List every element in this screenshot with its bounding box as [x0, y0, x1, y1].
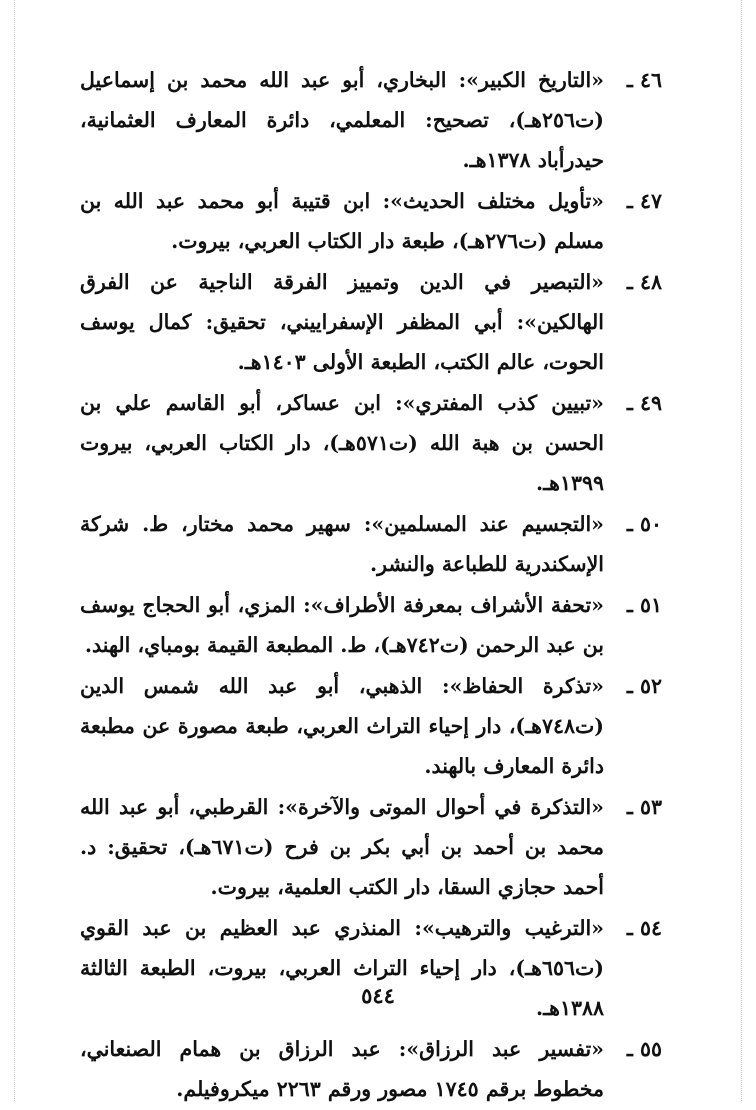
- entry-text: «تبيين كذب المفتري»: ابن عساكر، أبو القاسم علي بن الحسن بن هبة الله (ت٥٧١هـ)، دار الكتاب العربي، بيروت ١٣٩٩هـ.: [80, 391, 604, 495]
- entry-text: «تفسير عبد الرزاق»: عبد الرزاق بن همام الصنعاني، مخطوط برقم ١٧٤٥ مصور ورقم ٢٢٦٣ ميكروفيلم.: [80, 1037, 604, 1101]
- bibliography-entry-46: [80, 60, 662, 180]
- entry-text: «تذكرة الحفاظ»: الذهبي، أبو عبد الله شمس الدين (ت٧٤٨هـ)، دار إحياء التراث العربي، طبعة مصورة عن مطبعة دائرة المعارف بالهند.: [80, 674, 604, 778]
- bibliography-entry-55: [80, 1029, 662, 1109]
- entry-text: «التذكرة في أحوال الموتى والآخرة»: القرطبي، أبو عبد الله محمد بن أحمد بن أبي بكر بن فرح (ت٦٧١هـ)، تحقيق: د. أحمد حجازي السقا، دار الكتب العلمية، بيروت.: [80, 795, 604, 899]
- entry-number: ٥٣ ـ: [626, 795, 662, 819]
- entry-number: ٤٨ ـ: [626, 270, 662, 294]
- entry-text: «تحفة الأشراف بمعرفة الأطراف»: المزي، أبو الحجاج يوسف بن عبد الرحمن (ت٧٤٢هـ)، ط. المطبعة القيمة بومباي، الهند.: [80, 593, 604, 657]
- entry-text: «التاريخ الكبير»: البخاري، أبو عبد الله محمد بن إسماعيل (ت٢٥٦هـ)، تصحيح: المعلمي، دائرة المعارف العثمانية، حيدرأباد ١٣٧٨هـ.: [80, 68, 604, 172]
- entry-number: ٤٧ ـ: [626, 189, 662, 213]
- entry-number: ٥١ ـ: [626, 593, 662, 617]
- bibliography-entry-51: [80, 585, 662, 665]
- entry-number: ٤٦ ـ: [626, 68, 662, 92]
- bibliography-entry-50: [80, 504, 662, 584]
- left-margin-guide: [14, 0, 15, 1101]
- entry-text: «التجسيم عند المسلمين»: سهير محمد مختار، ط. شركة الإسكندرية للطباعة والنشر.: [80, 512, 604, 576]
- right-margin-guide: [741, 0, 742, 1101]
- bibliography-entry-47: [80, 181, 662, 261]
- entry-number: ٥٠ ـ: [626, 512, 662, 536]
- bibliography-entry-53: [80, 787, 662, 907]
- entry-text: «تأويل مختلف الحديث»: ابن قتيبة أبو محمد عبد الله بن مسلم (ت٢٧٦هـ)، طبعة دار الكتاب العربي، بيروت.: [80, 189, 604, 253]
- entry-text: «الترغيب والترهيب»: المنذري عبد العظيم بن عبد القوي (ت٦٥٦هـ)، دار إحياء التراث العربي، بيروت، الطبعة الثالثة ١٣٨٨هـ.: [80, 916, 604, 1020]
- bibliography-page: [80, 60, 662, 1110]
- bibliography-entry-52: [80, 666, 662, 786]
- entry-number: ٤٩ ـ: [626, 391, 662, 415]
- entry-number: ٥٥ ـ: [626, 1037, 662, 1061]
- entry-number: ٥٢ ـ: [626, 674, 662, 698]
- bibliography-entry-49: [80, 383, 662, 503]
- entry-number: ٥٤ ـ: [626, 916, 662, 940]
- bibliography-entry-54: [80, 908, 662, 1028]
- bibliography-entry-48: [80, 262, 662, 382]
- entry-text: «التبصير في الدين وتمييز الفرقة الناجية عن الفرق الهالكين»: أبي المظفر الإسفراييني، تحقيق: كمال يوسف الحوت، عالم الكتب، الطبعة الأولى ١٤٠٣هـ.: [80, 270, 604, 374]
- page-number: ٥٤٤: [361, 983, 395, 1008]
